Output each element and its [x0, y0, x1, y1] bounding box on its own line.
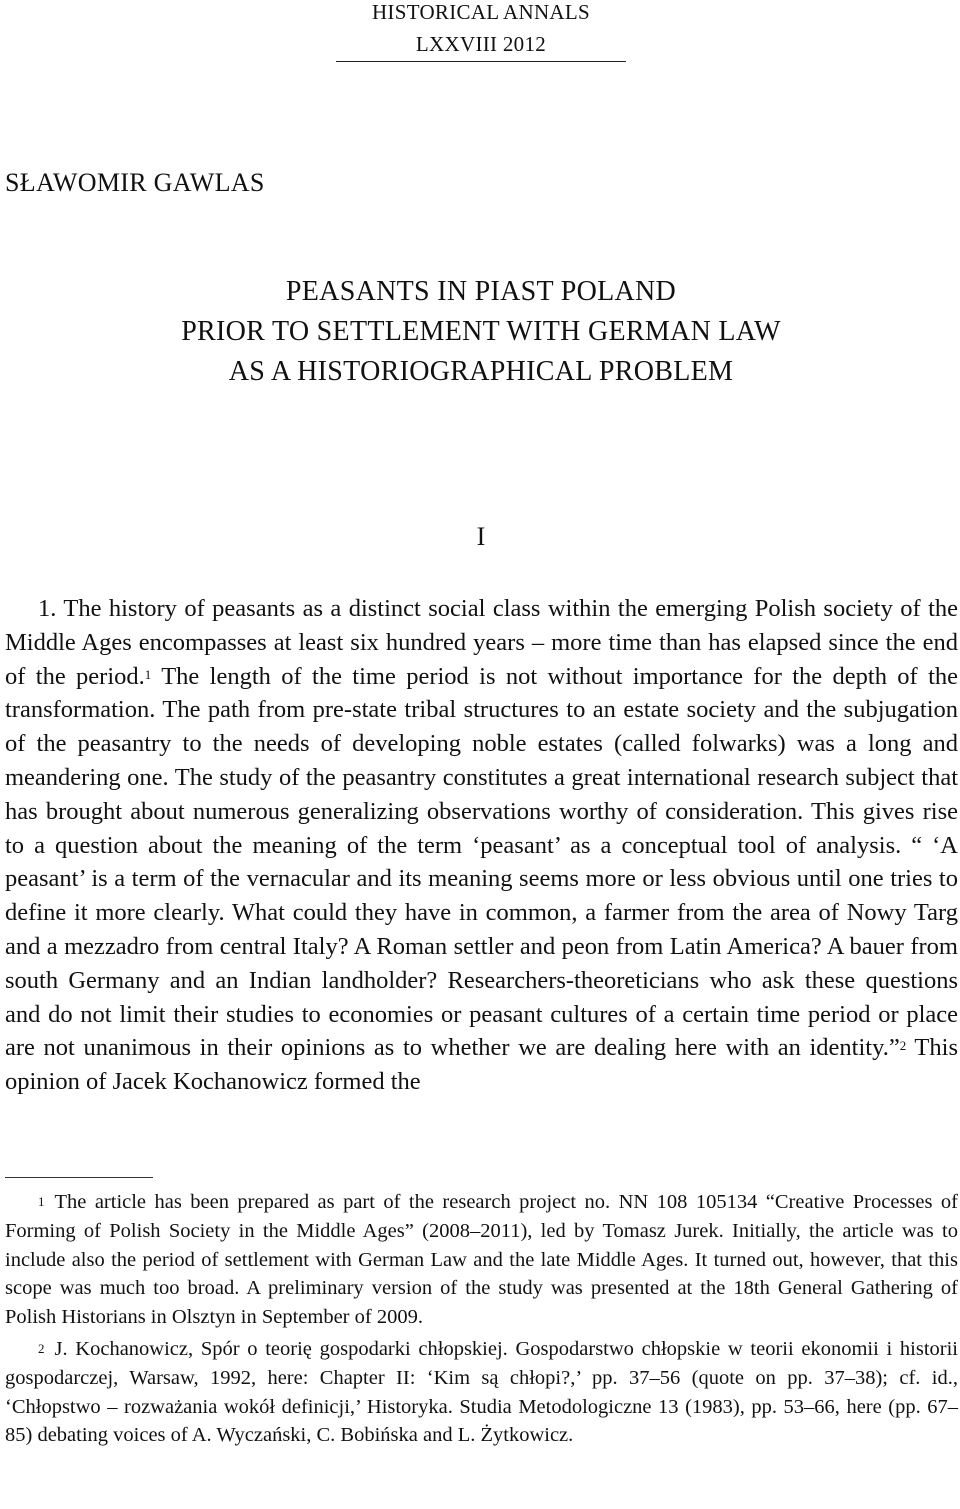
paragraph-text: The length of the time period is not without importance for the depth of the transformation. The path from pre-state tribal structures to an estate society and the subjugation of the peasantry to the needs of developing noble estates (called folwarks) was a long and meandering one. The study of the peasantry constitutes a great international research subject that has brought about numerous generalizing observations worthy of consideration. This gives rise to a question about the meaning of the term ‘peasant’ as a conceptual tool of analysis. “ ‘A peasant’ is a term of the vernacular and its meaning seems more or less obvious until one tries to define it more clearly. What could they have in common, a farmer from the area of Nowy Targ and a mezzadro from central Italy? A Roman settler and peon from Latin America? A bauer from south Germany and an Indian landholder? Researchers-theoreticians who ask these questions and do not limit their studies to economies or peasant cultures of a certain time period or place are not unanimous in their opinions as to whether we are dealing here with an identity.” — [5, 662, 959, 1062]
footnote — [5, 1335, 958, 1450]
body-text — [5, 592, 958, 1099]
section-heading: I — [476, 522, 486, 551]
footnote-ref: 1 — [144, 666, 152, 682]
paragraph-text: 1. The history of peasants as a distinct social class within the emerging Polish society of the Middle Ages encompasses at least six hundred years – more time than has elapsed since the end of the period. — [5, 595, 958, 690]
footnote-text: The article has been prepared as part of the research project no. NN 108 105134 “Creative Processes of Forming of Polish Society in the Middle Ages” (2008–2011), led by Tomasz Jurek. Initially, the article was to include also the period of settlement with German Law and the late Middle Ages. It turned out, however, that this scope was much too broad. A preliminary version of the study was presented at the 18th General Gathering of Polish Historians in Olsztyn in September of 2009. — [5, 1191, 958, 1329]
footnote — [5, 1188, 958, 1332]
title-line-3: AS A HISTORIOGRAPHICAL PROBLEM — [228, 356, 734, 387]
footnote-number: 1 — [38, 1194, 45, 1209]
paragraph — [5, 592, 958, 1099]
journal-name: HISTORICAL ANNALS — [371, 0, 591, 24]
footnotes — [5, 1188, 958, 1450]
footnote-number: 2 — [38, 1340, 45, 1356]
title-line-2: PRIOR TO SETTLEMENT WITH GERMAN LAW — [181, 316, 781, 347]
footnote-separator — [5, 1177, 153, 1178]
header-rule — [336, 61, 626, 62]
article-title — [0, 272, 960, 392]
footnote-text: J. Kochanowicz, Spór o teorię gospodarki chłopskiej. Gospodarstwo chłopskie w teorii ekonomii i historii gospodarczej, Warsaw, 1992, here: Chapter II: ‘Kim są chłopi?,’ pp. 37–56 (quote on pp. 37–38); cf. id., ‘Chłopstwo – rozważania wokół definicji,’ Historyka. Studia Metodologiczne 13 (1983), pp. 53–66, here (pp. 67–85) debating voices of A. Wyczański, C. Bobińska and L. Żytkowicz. — [5, 1337, 958, 1447]
journal-volume: LXXVIII 2012 — [415, 32, 547, 56]
footnote-ref: 2 — [899, 1038, 907, 1054]
title-line-1: PEASANTS IN PIAST POLAND — [285, 276, 677, 307]
paragraph-text: This opinion of Jacek Kochanowicz formed the — [5, 1034, 958, 1096]
author-name: SŁAWOMIR GAWLAS — [5, 168, 265, 197]
